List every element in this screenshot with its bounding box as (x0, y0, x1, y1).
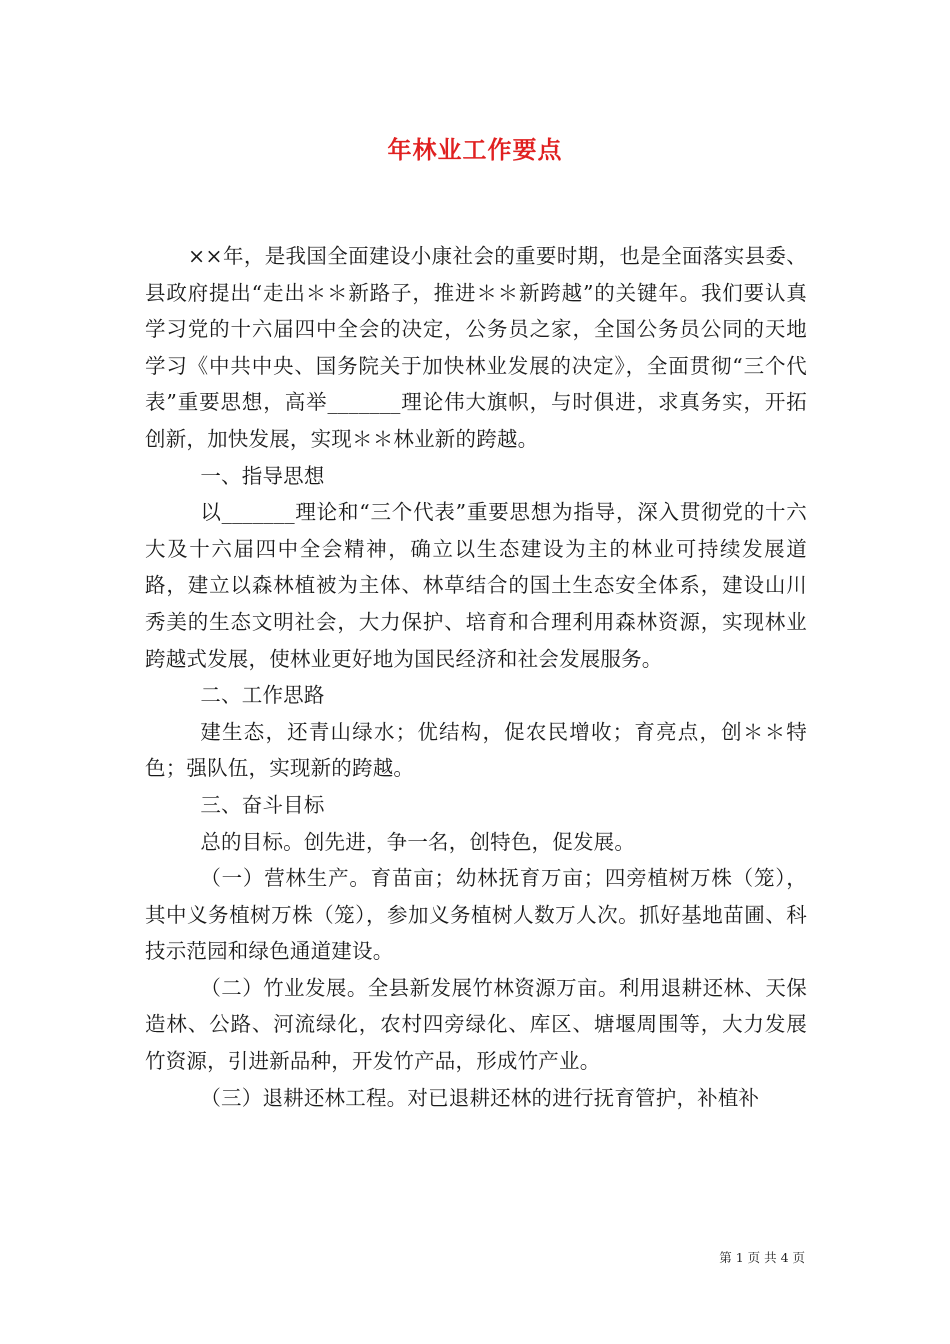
afforestation-paragraph: （一）营林生产。育苗亩；幼林抚育万亩；四旁植树万株（笼），其中义务植树万株（笼），参加义务植树人数万人次。抓好基地苗圃、科技示范园和绿色通道建设。 (145, 866, 807, 964)
page-number: 第 1 页 共 4 页 (719, 1250, 805, 1265)
section-heading-work-approach: 二、工作思路 (200, 683, 325, 708)
page-title: 年林业工作要点 (387, 135, 563, 164)
farmland-to-forest-paragraph: （三）退耕还林工程。对已退耕还林的进行抚育管护，补植补 (200, 1085, 760, 1110)
overall-goal-paragraph: 总的目标。创先进，争一名，创特色，促发展。 (200, 829, 636, 854)
bamboo-paragraph: （二）竹业发展。全县新发展竹林资源万亩。利用退耕还林、天保造林、公路、河流绿化，农村四旁绿化、库区、塘堰周围等，大力发展竹资源，引进新品种，开发竹产品，形成竹产业。 (145, 975, 807, 1074)
section-heading-goals: 三、奋斗目标 (200, 792, 325, 817)
intro-paragraph: ××年，是我国全面建设小康社会的重要时期，也是全面落实县委、县政府提出“走出＊＊新路子，推进＊＊新跨越”的关键年。我们要认真学习党的十六届四中全会的决定，公务员之家，全国公务员公同的天地学习《中共中央、国务院关于加快林业发展的决定》，全面贯彻“三个代表”重要思想，高举_______理论伟大旗帜，与时俱进，求真务实，开拓创新，加快发展，实现＊＊林业新的跨越。 (145, 244, 807, 451)
document-body (145, 238, 807, 1116)
guiding-ideology-paragraph: 以_______理论和“三个代表”重要思想为指导，深入贯彻党的十六大及十六届四中全会精神，确立以生态建设为主的林业可持续发展道路，建立以森林植被为主体、林草结合的国土生态安全体系，建设山川秀美的生态文明社会，大力保护、培育和合理利用森林资源，实现林业跨越式发展，使林业更好地为国民经济和社会发展服务。 (145, 500, 807, 671)
section-heading-guiding-ideology: 一、指导思想 (200, 463, 325, 488)
work-approach-paragraph: 建生态，还青山绿水；优结构，促农民增收；育亮点，创＊＊特色；强队伍，实现新的跨越。 (145, 719, 807, 781)
